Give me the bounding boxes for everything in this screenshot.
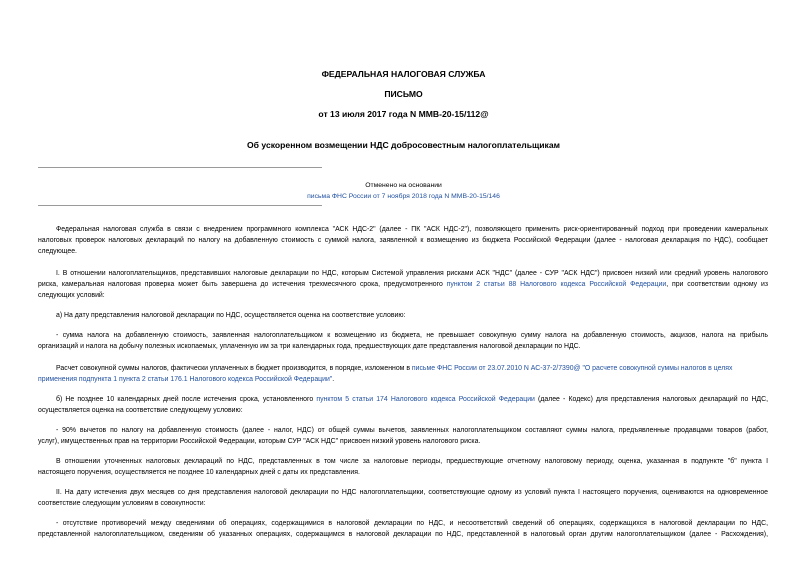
paragraph-condition-a-bullet: - сумма налога на добавленную стоимость, заявленная налогоплательщиком к возмещению из бюджета, не превышает совокупную сумму налога на добавленную стоимость, акцизов, налога на прибыль организаций и налога на добычу полезных ископаемых, уплаченную им за три календарных года, предшествующих дате представления налоговой декларации по НДС.	[38, 332, 768, 350]
agency-title: ФЕДЕРАЛЬНАЯ НАЛОГОВАЯ СЛУЖБА	[321, 69, 486, 79]
paragraph-section-2: II. На дату истечения двух месяцев со дня представления налоговой декларации по НДС налогоплательщики, соответствующие одному из условий пункта I настоящего поручения, оцениваются на одновременное соответствие следующим условиям в совокупности:	[38, 489, 768, 507]
link-letter-as-37[interactable]: письме ФНС России от 23.07.2010 N АС-37-2/7390@ "О расчете совокупной суммы налогов в целях	[411, 365, 733, 372]
paragraph-condition-b-bullet: - 90% вычетов по налогу на добавленную стоимость (далее - налог, НДС) от общей суммы вычетов, заявленных налогоплательщиком составляют суммы налога, предъявленные продавцами товаров (работ, услуг), имущественных прав на территории Российской Федерации, которым СУР "АСК НДС" присвоен низкий уровень налогового риска.	[38, 427, 768, 445]
paragraph-section-1: I. В отношении налогоплательщиков, представивших налоговые декларации по НДС, которым Системой управления рисками АСК "НДС" (далее - СУР "АСК НДС") присвоен низкий или средний уровень налогового риска, камеральная налоговая проверка может быть завершена до истечения трехмесячного срока, предусмотренного пунктом 2 статьи 88 Налогового кодекса Российской Федерации, при соответствии одному из следующих условий:	[38, 270, 768, 299]
paragraph-section-2-bullet: - отсутствие противоречий между сведениями об операциях, содержащимися в налоговой декларации по НДС, и несоответствий сведений об операциях, содержащихся в налоговой декларации по НДС, представленной налогоплательщиком, сведениям об указанных операциях, содержащимся в налоговой декларации по НДС, представленной в налоговый орган другим налогоплательщиком (далее - Расхождения),	[38, 520, 768, 538]
paragraph-calculation: Расчет совокупной суммы налогов, фактически уплаченных в бюджет производится, в порядке, изложенном в письме ФНС России от 23.07.2010 N АС-37-2/7390@ "О расчете совокупной суммы налогов в целях применения подпункта 1 пункта 2 статьи 176.1 Налогового кодекса Российской Федерации".	[38, 365, 733, 383]
paragraph-intro: Федеральная налоговая служба в связи с внедрением программного комплекса "АСК НДС-2" (далее - ПК "АСК НДС-2"), позволяющего применить риск-ориентированный подход при проведении камеральных налоговых проверок налоговых деклараций по налогу на добавленную стоимость с суммой налога, заявленной к возмещению из бюджета Российской Федерации (далее - налоговая декларация по НДС), сообщает следующее.	[38, 226, 768, 255]
link-article-174[interactable]: пунктом 5 статьи 174 Налогового кодекса Российской Федерации	[316, 396, 535, 403]
bottom-divider	[38, 205, 322, 206]
document-type: ПИСЬМО	[384, 89, 423, 99]
document-subject: Об ускоренном возмещении НДС добросовестным налогоплательщикам	[247, 140, 560, 150]
cancellation-link[interactable]: письма ФНС России от 7 ноября 2018 года N ММВ-20-15/146	[307, 193, 500, 200]
cancellation-label: Отменено на основании	[365, 182, 442, 189]
link-article-88[interactable]: пунктом 2 статьи 88 Налогового кодекса Российской Федерации	[446, 281, 667, 288]
paragraph-condition-b: б) Не позднее 10 календарных дней после истечения срока, установленного пунктом 5 статьи 174 Налогового кодекса Российской Федерации (далее - Кодекс) для представления налоговых деклараций по НДС, осуществляется оценка на соответствие следующему условию:	[38, 396, 768, 414]
paragraph-condition-a: а) На дату представления налоговой декларации по НДС, осуществляется оценка на соответствие условию:	[56, 312, 406, 319]
top-divider	[38, 167, 322, 168]
document-date-number: от 13 июля 2017 года N ММВ-20-15/112@	[318, 109, 489, 119]
link-article-176-1[interactable]: применения подпункта 1 пункта 2 статьи 176.1 Налогового кодекса Российской Федерации"	[38, 376, 333, 383]
paragraph-refined-declarations: В отношении уточненных налоговых деклараций по НДС, представленных в том числе за налоговые периоды, предшествующие отчетному налоговому периоду, оценка, указанная в подпункте "б" пункта I настоящего поручения, осуществляется не позднее 10 календарных дней с даты их представления.	[38, 458, 768, 476]
